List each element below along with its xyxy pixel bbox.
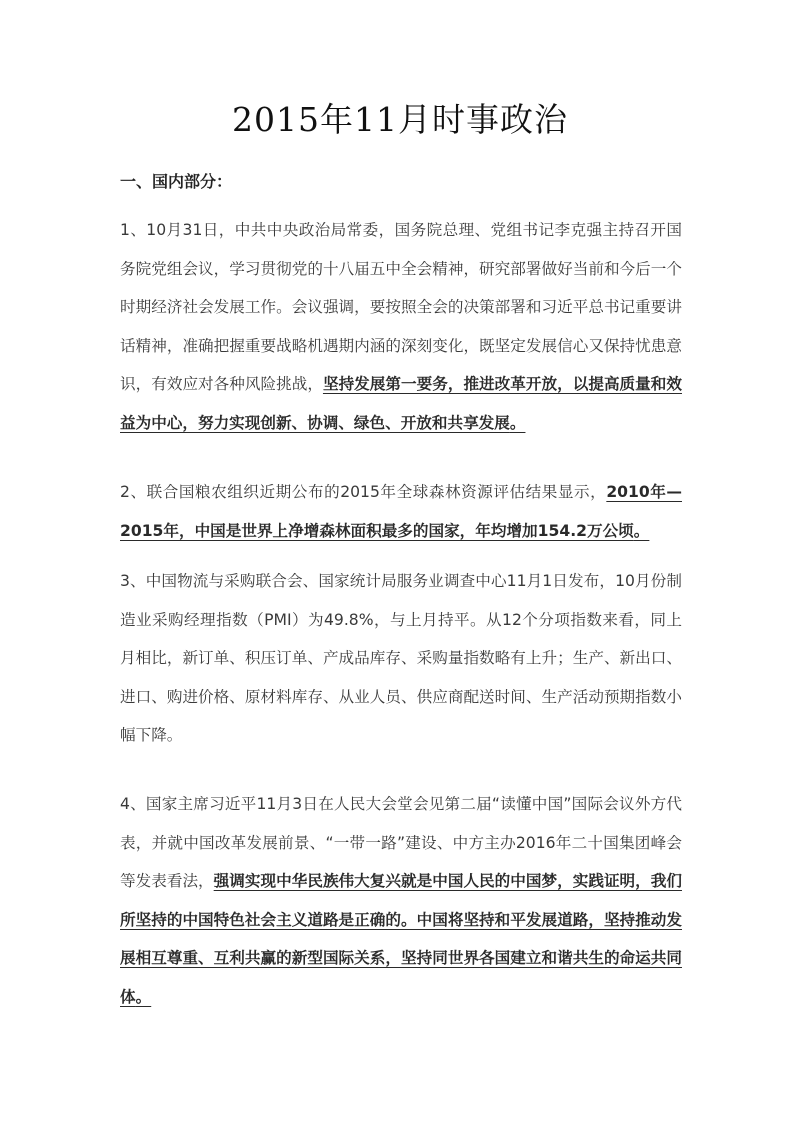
paragraph-tail: 。 xyxy=(633,521,650,540)
paragraph-tail: 。 xyxy=(135,987,152,1006)
paragraph-2 xyxy=(120,473,682,550)
paragraph-text: 2、联合国粮农组织近期公布的2015年全球森林资源评估结果显示， xyxy=(120,483,607,501)
paragraph-4 xyxy=(120,785,682,1016)
highlighted-text: 强调实现中华民族伟大复兴就是中国人民的中国梦，实践证明，我们所坚持的中国特色社会主义道路是正确的。中国将坚持和平发展道路，坚持推动发展相互尊重、互利共赢的新型国际关系，坚持同世界各国建立和谐共生的命运共同体 xyxy=(120,872,682,1006)
highlighted-text: 坚持发展第一要务，推进改革开放，以提高质量和效益为中心，努力实现创新、协调、绿色、开放和共享发展 xyxy=(120,375,682,432)
paragraph-text: 3、中国物流与采购联合会、国家统计局服务业调查中心11月1日发布，10月份制造业采购经理指数（PMI）为49.8%，与上月持平。从12个分项指数来看，同上月相比，新订单、积压订单、产成品库存、采购量指数略有上升；生产、新出口、进口、购进价格、原材料库存、从业人员、供应商配送时间、生产活动预期指数小幅下降。 xyxy=(120,572,682,744)
paragraph-3 xyxy=(120,562,682,755)
paragraph-tail: 。 xyxy=(509,413,526,432)
highlighted-text: 2010年—2015年，中国是世界上净增森林面积最多的国家，年均增加154.2万公顷 xyxy=(120,483,682,540)
section-heading: 一、国内部分： xyxy=(120,172,233,191)
paragraph-text: 4、国家主席习近平11月3日在人民大会堂会见第二届“读懂中国”国际会议外方代表，并就中国改革发展前景、“一带一路”建设、中方主办2016年二十国集团峰会等发表看法， xyxy=(120,795,682,890)
page-title: 2015年11月时事政治 xyxy=(232,100,568,139)
paragraph-text: 1、10月31日，中共中央政治局常委，国务院总理、党组书记李克强主持召开国务院党组会议，学习贯彻党的十八届五中全会精神，研究部署做好当前和今后一个时期经济社会发展工作。会议强调，要按照全会的决策部署和习近平总书记重要讲话精神，准确把握重要战略机遇期内涵的深刻变化，既坚定发展信心又保持忧患意识，有效应对各种风险挑战， xyxy=(120,221,682,393)
paragraph-1 xyxy=(120,211,682,442)
